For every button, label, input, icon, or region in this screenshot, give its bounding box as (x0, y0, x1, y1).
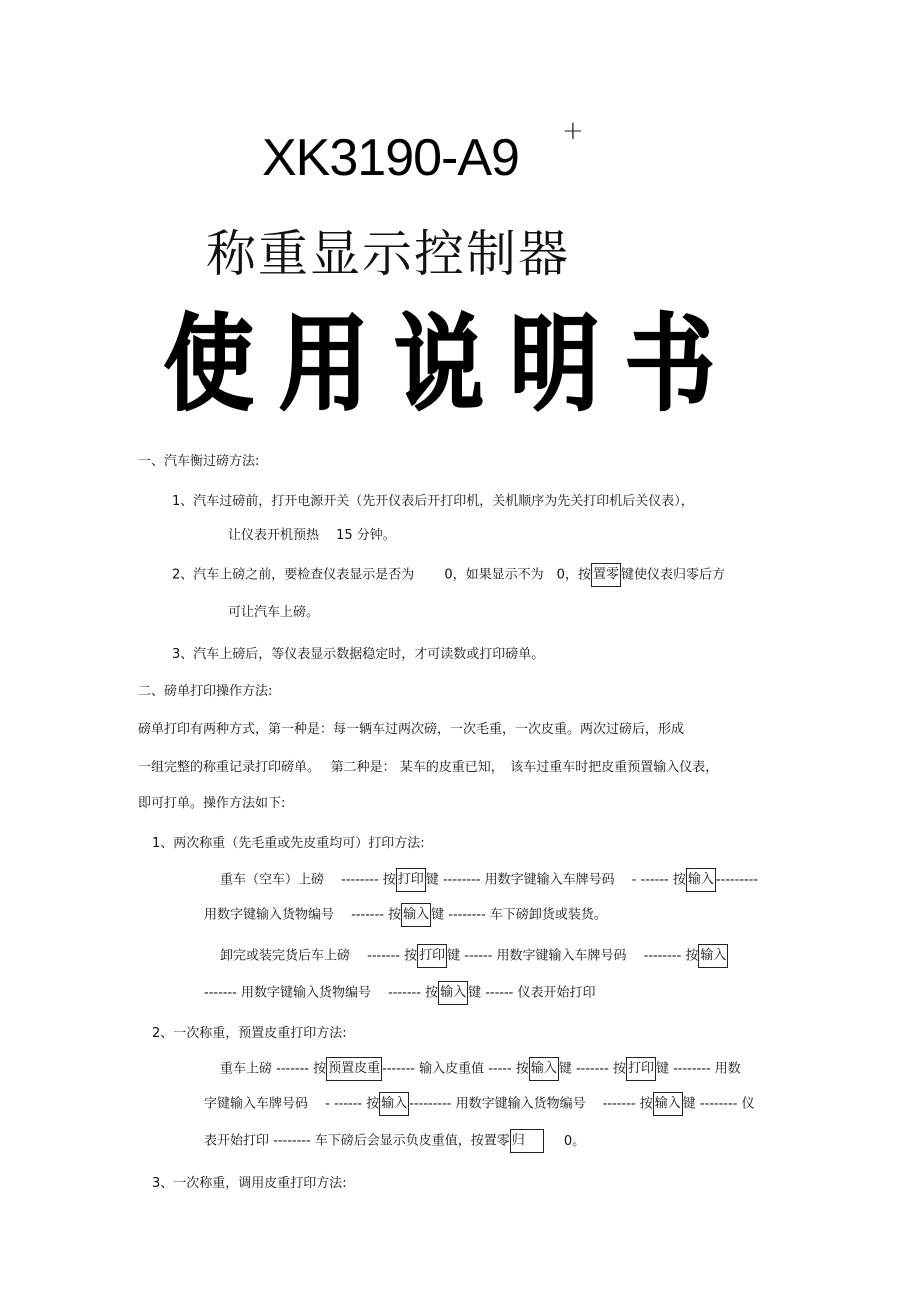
s1-item3: 3、汽车上磅后，等仪表显示数据稳定时，才可读数或打印磅单。 (172, 647, 545, 662)
zero-key-box: 置零 (591, 563, 621, 587)
m2-l1-text-d: 键 -------- 用数 (655, 1061, 741, 1077)
m2-l3-text-b: 0。 (563, 1133, 586, 1149)
input-key-box: 输入 (686, 868, 716, 892)
m2-line2 (204, 1092, 755, 1116)
input-key-box: 输入 (401, 903, 431, 927)
print-key-box: 打印 (626, 1057, 656, 1081)
section1-heading: 一、汽车衡过磅方法: (138, 454, 260, 469)
s1-item2-line2: 可让汽车上磅。 (228, 605, 320, 620)
s2-intro-line1: 磅单打印有两种方式，第一种是：每一辆车过两次磅，一次毛重，一次皮重。两次过磅后，形成 (138, 722, 685, 737)
m1-l2-text-a: 用数字键输入货物编号 ------- 按 (204, 907, 402, 923)
m2-line1 (220, 1057, 741, 1081)
m1-l1-text-b: 键 -------- 用数字键输入车牌号码 - ------ 按 (425, 872, 686, 888)
m2-line3 (204, 1129, 585, 1153)
s1-item2-text-a: 2、汽车上磅之前，要检查仪表显示是否为 0，如果显示不为 0，按 (172, 567, 591, 583)
s1-item1-line2: 让仪表开机预热 15 分钟。 (228, 528, 396, 543)
m1-line1 (220, 868, 758, 892)
method1-heading: 1、两次称重（先毛重或先皮重均可）打印方法: (152, 836, 425, 851)
s1-item2-text-b: 键使仪表归零后方 (620, 567, 725, 583)
m1-l1-text-c: --------- (715, 872, 759, 888)
m1-l1-text-a: 重车（空车）上磅 -------- 按 (220, 872, 396, 888)
input-key-box: 输入 (529, 1057, 559, 1081)
m2-l2-text-c: 键 -------- 仪 (682, 1096, 755, 1112)
m1-l4-text-b: 键 ------ 仪表开始打印 (468, 985, 596, 1001)
m2-l2-text-a: 字键输入车牌号码 - ------ 按 (204, 1096, 380, 1112)
m1-line4 (204, 981, 596, 1005)
print-key-box: 打印 (396, 868, 426, 892)
m1-l3-text-a: 卸完或装完货后车上磅 ------- 按 (220, 948, 418, 964)
m2-l1-text-b: ------- 输入皮重值 ----- 按 (382, 1061, 529, 1077)
s2-intro-line2: 一组完整的称重记录打印磅单。 第二种是： 某车的皮重已知， 该车过重车时把皮重预置输入仪表， (138, 760, 719, 775)
zero-key-box: 归 (510, 1129, 544, 1153)
method2-heading: 2、一次称重，预置皮重打印方法: (152, 1026, 347, 1041)
s1-item1-line1: 1、汽车过磅前，打开电源开关（先开仪表后开打印机，关机顺序为先关打印机后关仪表）， (172, 494, 694, 509)
section2-heading: 二、磅单打印操作方法: (138, 684, 273, 699)
plus-mark: + (562, 116, 584, 146)
input-key-box: 输入 (438, 981, 468, 1005)
m1-l3-text-b: 键 ------ 用数字键输入车牌号码 -------- 按 (447, 948, 699, 964)
m1-line3 (220, 944, 728, 968)
input-key-box: 输入 (379, 1092, 409, 1116)
m2-l2-text-b: --------- 用数字键输入货物编号 ------- 按 (409, 1096, 653, 1112)
s2-intro-line3: 即可打单。操作方法如下: (138, 796, 286, 811)
method3-heading: 3、一次称重，调用皮重打印方法: (152, 1176, 347, 1191)
preset-tare-key-box: 预置皮重 (326, 1057, 382, 1081)
m2-l3-text-a: 表开始打印 -------- 车下磅后会显示负皮重值，按置零 (204, 1133, 510, 1149)
print-key-box: 打印 (417, 944, 447, 968)
m2-l1-text-a: 重车上磅 ------- 按 (220, 1061, 327, 1077)
m2-l1-text-c: 键 ------- 按 (558, 1061, 626, 1077)
s1-item2-line1 (172, 563, 725, 587)
manual-title: 使用说明书 (164, 303, 741, 425)
m1-line2 (204, 903, 607, 927)
input-key-box: 输入 (653, 1092, 683, 1116)
input-key-box: 输入 (698, 944, 728, 968)
model-title: XK3190-A9 (262, 129, 519, 187)
m1-l2-text-b: 键 -------- 车下磅卸货或装货。 (431, 907, 607, 923)
device-subtitle: 称重显示控制器 (206, 225, 570, 283)
m1-l4-text-a: ------- 用数字键输入货物编号 ------- 按 (204, 985, 439, 1001)
